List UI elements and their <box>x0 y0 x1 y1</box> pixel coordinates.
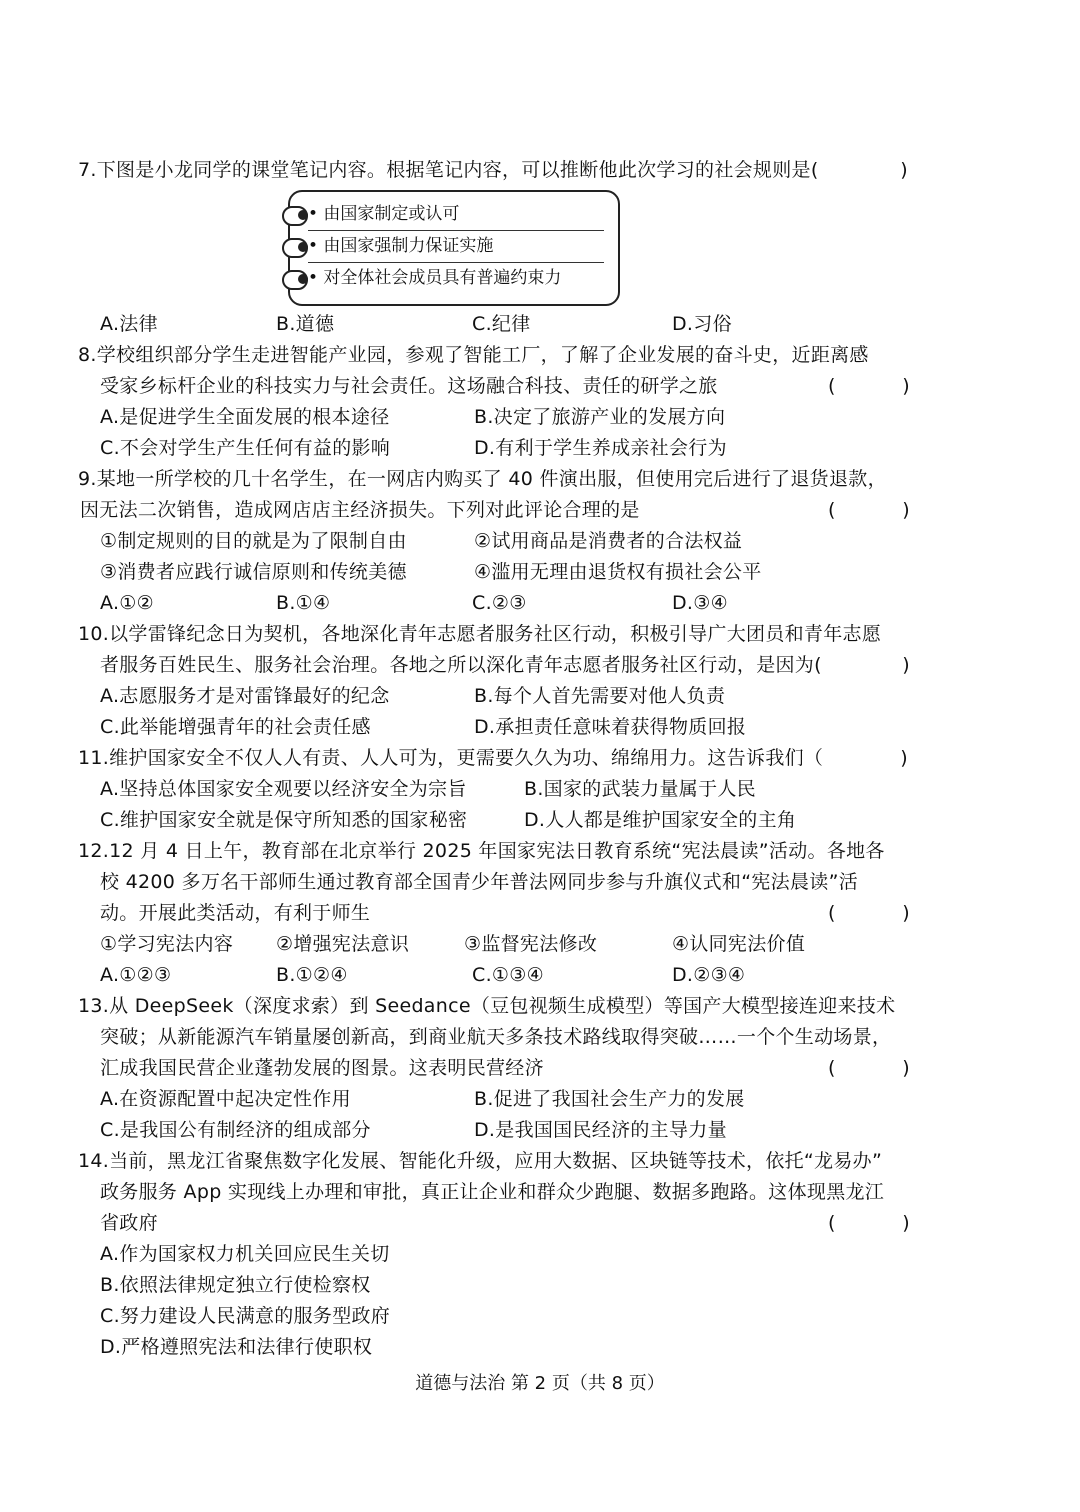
q14-stem-line-1: 14.当前，黑龙江省聚焦数字化发展、智能化升级，应用大数据、区块链等技术，依托“龙易办” <box>78 1150 883 1172</box>
q10-stem-line-2: 者服务百姓民生、服务社会治理。各地之所以深化青年志愿者服务社区行动，是因为( ) <box>100 654 910 676</box>
option-b[interactable]: B.道德 <box>276 313 335 335</box>
q11-stem-line-1: 11.维护国家安全不仅人人有责、人人可为，更需要久久为功、绵绵用力。这告诉我们（ ) <box>78 747 908 769</box>
option-d[interactable]: D.习俗 <box>672 313 732 335</box>
q11-options-row-2 <box>100 805 910 835</box>
q8-stem-line-1: 8.学校组织部分学生走进智能产业园，参观了智能工厂，了解了企业发展的奋斗史，近距离感 <box>78 344 869 366</box>
option-b[interactable]: B.①④ <box>276 592 331 614</box>
binder-ring-icon <box>282 206 308 226</box>
notebook-card <box>288 190 620 306</box>
q7-options <box>100 309 910 339</box>
q9-statements-row-2 <box>100 557 910 587</box>
option-a[interactable]: A.作为国家权力机关回应民生关切 <box>100 1243 390 1265</box>
option-b[interactable]: B.依照法律规定独立行使检察权 <box>100 1274 371 1296</box>
statement-4: ④认同宪法价值 <box>672 933 806 955</box>
q13-stem-line-2: 突破；从新能源汽车销量屡创新高，到商业航天多条技术路线取得突破……一个个生动场景， <box>100 1026 892 1048</box>
option-d[interactable]: D.是我国国民经济的主导力量 <box>474 1119 727 1141</box>
q14-stem-line-2: 政务服务 App 实现线上办理和审批，真正让企业和群众少跑腿、数据多跑路。这体现黑龙江 <box>100 1181 885 1203</box>
option-d[interactable]: D.③④ <box>672 592 728 614</box>
note-item: • 由国家制定或认可 <box>308 200 604 231</box>
binder-ring-icon <box>282 270 308 290</box>
option-d[interactable]: D.②③④ <box>672 964 746 986</box>
answer-bracket: ( ) <box>828 902 910 924</box>
option-a[interactable]: A.①②③ <box>100 964 172 986</box>
q9-statements-row-1 <box>100 526 910 556</box>
statement-1: ①制定规则的目的就是为了限制自由 <box>100 530 407 552</box>
option-b[interactable]: B.国家的武装力量属于人民 <box>524 778 756 800</box>
statement-2: ②试用商品是消费者的合法权益 <box>474 530 743 552</box>
q12-stem-line-3: 动。开展此类活动，有利于师生 ( ) <box>100 898 910 928</box>
option-d[interactable]: D.严格遵照宪法和法律行使职权 <box>100 1336 373 1358</box>
q13-stem-line-3: 汇成我国民营企业蓬勃发展的图景。这表明民营经济 ( ) <box>100 1053 910 1083</box>
page-footer: 道德与法治 第 2 页（共 8 页） <box>415 1373 665 1394</box>
option-b[interactable]: B.每个人首先需要对他人负责 <box>474 685 726 707</box>
q8-options-row-2 <box>100 433 910 463</box>
option-b[interactable]: B.①②④ <box>276 964 348 986</box>
q12-options <box>100 960 910 990</box>
q14-stem-line-3: 省政府 ( ) <box>100 1208 910 1238</box>
q11-options-row-1 <box>100 774 910 804</box>
option-a[interactable]: A.志愿服务才是对雷锋最好的纪念 <box>100 685 390 707</box>
option-c[interactable]: C.努力建设人民满意的服务型政府 <box>100 1305 391 1327</box>
option-c[interactable]: C.②③ <box>472 592 527 614</box>
option-c[interactable]: C.维护国家安全就是保守所知悉的国家秘密 <box>100 809 468 831</box>
option-b[interactable]: B.促进了我国社会生产力的发展 <box>474 1088 745 1110</box>
binder-ring-icon <box>282 238 308 258</box>
q13-stem-line-1: 13.从 DeepSeek（深度求索）到 Seedance（豆包视频生成模型）等国产大模型接连迎来技术 <box>78 995 896 1017</box>
answer-bracket: ( ) <box>828 1212 910 1234</box>
answer-bracket: ( ) <box>828 499 910 521</box>
option-d[interactable]: D.有利于学生养成亲社会行为 <box>474 437 727 459</box>
q8-stem-line-2: 受家乡标杆企业的科技实力与社会责任。这场融合科技、责任的研学之旅 ( ) <box>100 371 910 401</box>
q9-stem-line-2: 因无法二次销售，造成网店店主经济损失。下列对此评论合理的是 ( ) <box>80 495 910 525</box>
answer-bracket: ( ) <box>828 1057 910 1079</box>
option-d[interactable]: D.人人都是维护国家安全的主角 <box>524 809 797 831</box>
statement-2: ②增强宪法意识 <box>276 933 410 955</box>
option-c[interactable]: C.不会对学生产生任何有益的影响 <box>100 437 391 459</box>
q12-stem-line-1: 12.12 月 4 日上午，教育部在北京举行 2025 年国家宪法日教育系统“宪法晨读”活动。各地各 <box>78 840 885 862</box>
option-a[interactable]: A.坚持总体国家安全观要以经济安全为宗旨 <box>100 778 467 800</box>
statement-3: ③监督宪法修改 <box>464 933 598 955</box>
q7-stem-line-1: 7.下图是小龙同学的课堂笔记内容。根据笔记内容，可以推断他此次学习的社会规则是( ) <box>78 159 908 181</box>
q13-options-row-2 <box>100 1115 910 1145</box>
q8-options-row-1 <box>100 402 910 432</box>
note-item: • 由国家强制力保证实施 <box>308 232 604 263</box>
note-item: • 对全体社会成员具有普遍约束力 <box>308 264 604 294</box>
option-c[interactable]: C.是我国公有制经济的组成部分 <box>100 1119 371 1141</box>
option-c[interactable]: C.①③④ <box>472 964 544 986</box>
option-a[interactable]: A.是促进学生全面发展的根本途径 <box>100 406 390 428</box>
answer-bracket: ( ) <box>828 375 910 397</box>
option-a[interactable]: A.法律 <box>100 313 158 335</box>
q9-options <box>100 588 910 618</box>
option-c[interactable]: C.此举能增强青年的社会责任感 <box>100 716 371 738</box>
q10-options-row-1 <box>100 681 910 711</box>
option-a[interactable]: A.①② <box>100 592 154 614</box>
option-a[interactable]: A.在资源配置中起决定性作用 <box>100 1088 351 1110</box>
q12-statements <box>100 929 910 959</box>
statement-3: ③消费者应践行诚信原则和传统美德 <box>100 561 407 583</box>
q10-stem-line-1: 10.以学雷锋纪念日为契机，各地深化青年志愿者服务社区行动，积极引导广大团员和青年志愿 <box>78 623 882 645</box>
statement-4: ④滥用无理由退货权有损社会公平 <box>474 561 762 583</box>
option-c[interactable]: C.纪律 <box>472 313 531 335</box>
q12-stem-line-2: 校 4200 多万名干部师生通过教育部全国青少年普法网同步参与升旗仪式和“宪法晨读”活 <box>100 871 859 893</box>
statement-1: ①学习宪法内容 <box>100 933 234 955</box>
q13-options-row-1 <box>100 1084 910 1114</box>
option-d[interactable]: D.承担责任意味着获得物质回报 <box>474 716 747 738</box>
q10-options-row-2 <box>100 712 910 742</box>
option-b[interactable]: B.决定了旅游产业的发展方向 <box>474 406 726 428</box>
q9-stem-line-1: 9.某地一所学校的几十名学生，在一网店内购买了 40 件演出服，但使用完后进行了退货退款， <box>78 468 887 490</box>
